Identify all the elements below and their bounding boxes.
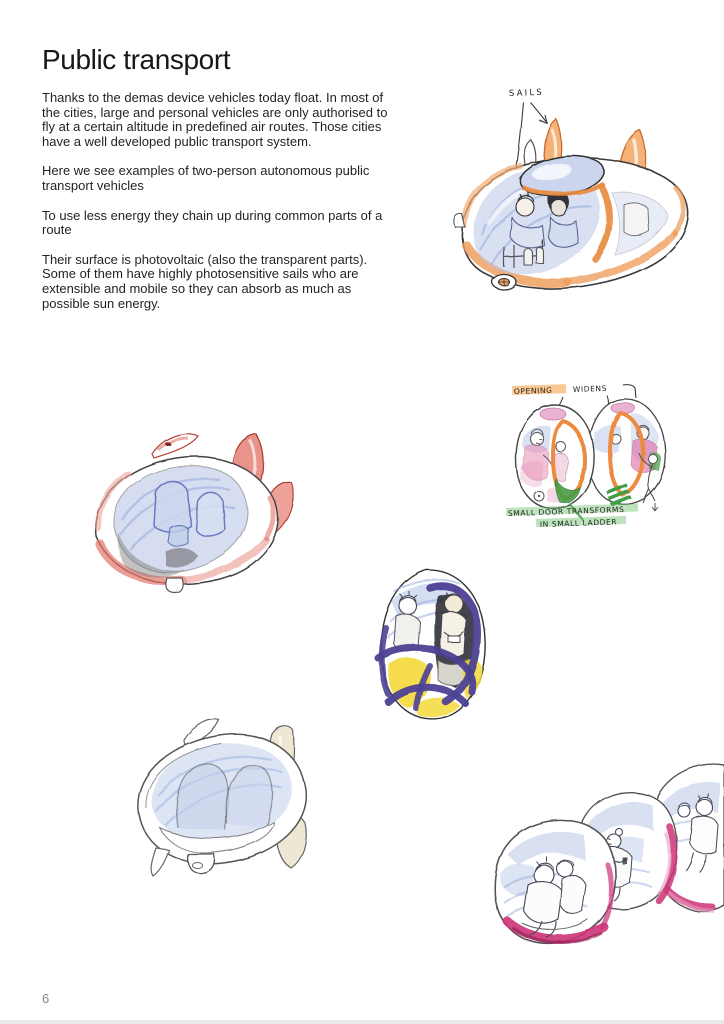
red-vehicle-drawing <box>96 434 293 593</box>
door-annotation-line1: SMALL DOOR TRANSFORMS <box>507 504 625 518</box>
paragraph-chain-up: To use less energy they chain up during common parts of a route <box>42 207 383 238</box>
page-number: 6 <box>42 991 50 1006</box>
door-annotation-line2: IN SMALL LADDER <box>539 517 618 529</box>
opening-pods-drawing <box>513 385 665 520</box>
sails-annotation: SAILS <box>508 87 545 99</box>
paragraph-examples: Here we see examples of two-person autonomous public transport vehicles <box>42 163 370 193</box>
sketch-pencil-vehicle <box>122 712 317 882</box>
paragraph-demas-device: Thanks to the demas device vehicles today float. In most of the cities, large and personal vehicles are only authorised to fly at a certain altitude in predefined air routes. Those cities have a well developed public transport system. <box>42 90 388 149</box>
sketch-opening-pods <box>503 381 673 533</box>
paragraph-photovoltaic: Their surface is photovoltaic (also the transparent parts). Some of them have highly photosensitive sails who are extensible and mobile so they can absorb as much as possible sun energy. <box>42 251 368 311</box>
sails-vehicle-drawing <box>454 102 688 290</box>
sketch-purple-yellow-pod <box>358 562 498 730</box>
page-title: Public transport <box>42 44 231 75</box>
sketch-red-vehicle <box>70 420 310 600</box>
chained-pods-drawing <box>495 764 724 943</box>
purple-pod-drawing <box>378 570 485 719</box>
opening-annotation-word2: WIDENS <box>572 383 608 394</box>
pencil-vehicle-drawing <box>138 719 306 876</box>
sketch-chained-pods <box>462 753 724 965</box>
page-edge-shadow <box>0 1020 724 1024</box>
sketch-sails-vehicle <box>452 75 724 305</box>
opening-annotation-word1: OPENING <box>513 385 553 396</box>
intro-text <box>42 91 402 326</box>
